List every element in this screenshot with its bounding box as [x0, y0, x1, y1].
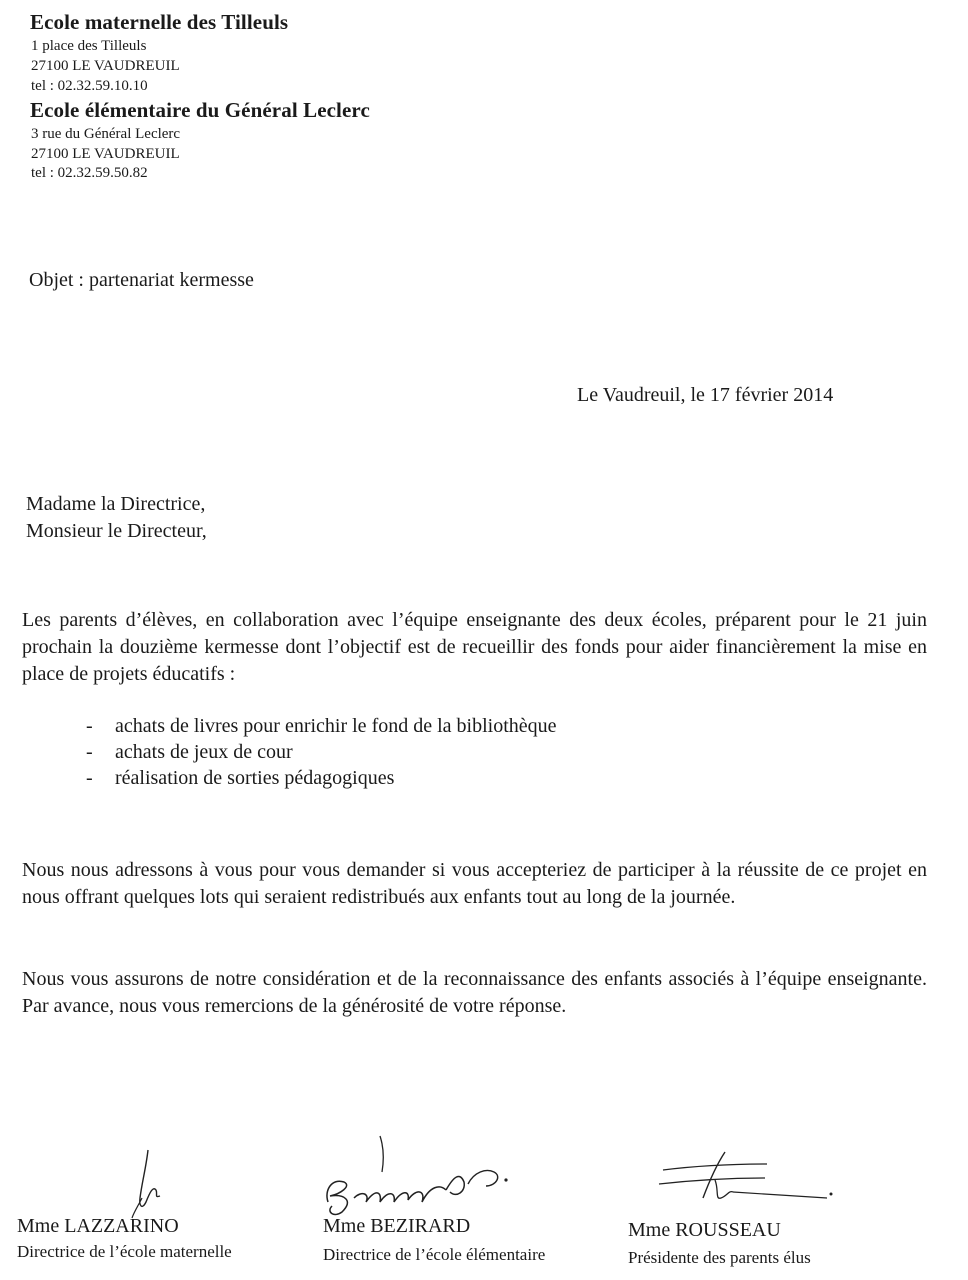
signature-bezirard	[318, 1132, 533, 1222]
list-item: - réalisation de sorties pédagogiques	[82, 765, 557, 791]
signature-role-rousseau: Présidente des parents élus	[628, 1248, 811, 1267]
school1-address-line1: 1 place des Tilleuls	[31, 38, 147, 54]
signature-role-lazzarino: Directrice de l’école maternelle	[17, 1242, 232, 1261]
school2-address-line2: 27100 LE VAUDREUIL	[31, 146, 180, 162]
school1-address-line2: 27100 LE VAUDREUIL	[31, 58, 180, 74]
subject-line: Objet : partenariat kermesse	[29, 269, 254, 291]
salutation-line2: Monsieur le Directeur,	[26, 520, 207, 542]
school2-address-line1: 3 rue du Général Leclerc	[31, 126, 181, 142]
signature-name-lazzarino: Mme LAZZARINO	[17, 1215, 179, 1237]
paragraph-intro: Les parents d’élèves, en collaboration avec l’équipe enseignante des deux écoles, préparent pour le 21 juin prochain la douzième kermesse dont l’objectif est de recueillir des fonds pour aider financièrement la mise en place de projets éducatifs :	[22, 609, 927, 685]
paragraph-closing: Nous vous assurons de notre considération et de la reconnaissance des enfants associés à l’équipe enseignante. Par avance, nous vous remercions de la générosité de votre réponse.	[22, 968, 927, 1017]
paragraph-request: Nous nous adressons à vous pour vous demander si vous accepteriez de participer à la réussite de ce projet en nous offrant quelques lots qui seraient redistribués aux enfants tout au long de la journée.	[22, 859, 927, 908]
school1-name: Ecole maternelle des Tilleuls	[30, 10, 289, 34]
place-date: Le Vaudreuil, le 17 février 2014	[577, 384, 834, 406]
list-item: - achats de jeux de cour	[82, 739, 557, 765]
school2-name: Ecole élémentaire du Général Leclerc	[30, 98, 370, 122]
signature-lazzarino	[120, 1140, 180, 1220]
signature-role-bezirard: Directrice de l’école élémentaire	[323, 1245, 546, 1264]
project-list	[82, 713, 557, 791]
signature-rousseau	[655, 1150, 840, 1210]
school2-phone: tel : 02.32.59.50.82	[31, 165, 148, 181]
list-item: - achats de livres pour enrichir le fond de la bibliothèque	[82, 713, 557, 739]
salutation-line1: Madame la Directrice,	[26, 493, 206, 515]
school1-phone: tel : 02.32.59.10.10	[31, 78, 148, 94]
signature-name-rousseau: Mme ROUSSEAU	[628, 1219, 781, 1241]
signature-name-bezirard: Mme BEZIRARD	[323, 1215, 471, 1237]
